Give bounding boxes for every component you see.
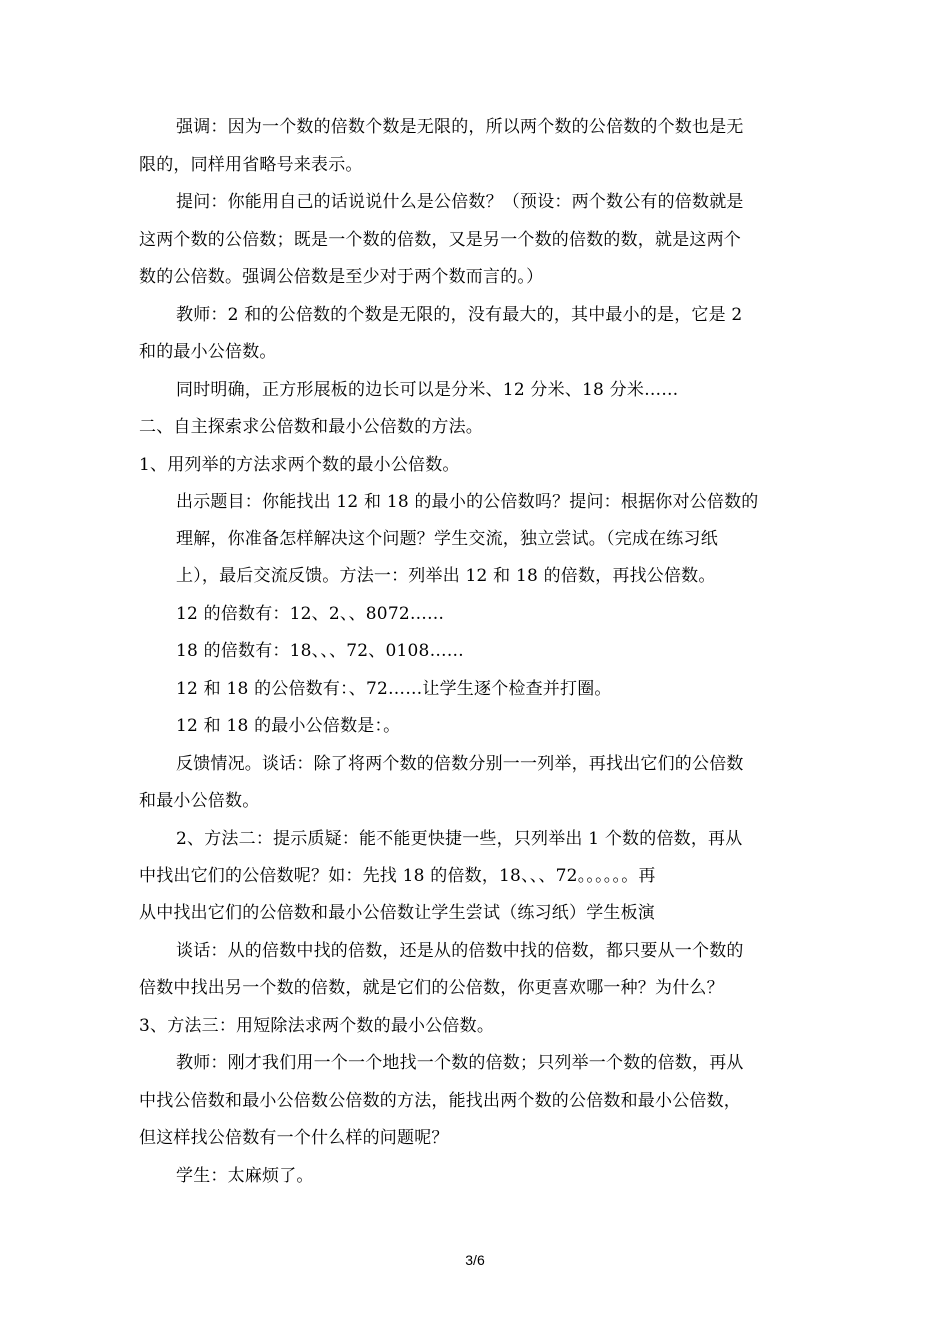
paragraph-line: 但这样找公倍数有一个什么样的问题呢？ — [139, 1128, 449, 1148]
paragraph-line: 数的公倍数。强调公倍数是至少对于两个数而言的。） — [139, 267, 544, 287]
paragraph-line: 和的最小公倍数。 — [139, 342, 277, 362]
paragraph-line: 反馈情况。谈话：除了将两个数的倍数分别一一列举，再找出它们的公倍数 — [176, 754, 744, 774]
paragraph-line: 理解，你准备怎样解决这个问题？学生交流，独立尝试。（完成在练习纸 — [176, 529, 718, 549]
paragraph-line: 谈话：从的倍数中找的倍数，还是从的倍数中找的倍数，都只要从一个数的 — [176, 941, 744, 961]
paragraph-line: 和最小公倍数。 — [139, 791, 260, 811]
paragraph-line: 强调：因为一个数的倍数个数是无限的，所以两个数的公倍数的个数也是无 — [176, 117, 744, 137]
paragraph-line: 12 和 18 的公倍数有：、72……让学生逐个检查并打圈。 — [176, 679, 612, 699]
paragraph-line: 这两个数的公倍数；既是一个数的倍数，又是另一个数的倍数的数，就是这两个 — [139, 230, 741, 250]
subsection-heading: 1、用列举的方法求两个数的最小公倍数。 — [139, 455, 460, 475]
paragraph-line: 同时明确，正方形展板的边长可以是分米、12 分米、18 分米…… — [176, 380, 679, 400]
section-heading: 二、自主探索求公倍数和最小公倍数的方法。 — [139, 417, 483, 437]
paragraph-line: 中找公倍数和最小公倍数公倍数的方法，能找出两个数的公倍数和最小公倍数， — [139, 1091, 741, 1111]
paragraph-line: 2、方法二：提示质疑：能不能更快捷一些，只列举出 1 个数的倍数，再从 — [176, 829, 743, 849]
paragraph-line: 18 的倍数有：18、、、72、0108…… — [176, 641, 464, 661]
subsection-heading: 3、方法三：用短除法求两个数的最小公倍数。 — [139, 1016, 495, 1036]
paragraph-line: 限的，同样用省略号来表示。 — [139, 155, 363, 175]
paragraph-line: 教师：刚才我们用一个一个地找一个数的倍数；只列举一个数的倍数，再从 — [176, 1053, 744, 1073]
paragraph-line: 学生：太麻烦了。 — [176, 1166, 314, 1186]
paragraph-line: 倍数中找出另一个数的倍数，就是它们的公倍数，你更喜欢哪一种？为什么？ — [139, 978, 724, 998]
paragraph-line: 教师：2 和的公倍数的个数是无限的，没有最大的，其中最小的是，它是 2 — [176, 305, 743, 325]
paragraph-line: 12 和 18 的最小公倍数是：。 — [176, 716, 401, 736]
paragraph-line: 提问：你能用自己的话说说什么是公倍数？（预设：两个数公有的倍数就是 — [176, 192, 744, 212]
paragraph-line: 出示题目：你能找出 12 和 18 的最小的公倍数吗？提问：根据你对公倍数的 — [176, 492, 759, 512]
paragraph-line: 上），最后交流反馈。方法一：列举出 12 和 18 的倍数，再找公倍数。 — [176, 566, 716, 586]
paragraph-line: 从中找出它们的公倍数和最小公倍数让学生尝试（练习纸）学生板演 — [139, 903, 655, 923]
page-number: 3/6 — [465, 1252, 485, 1268]
paragraph-line: 12 的倍数有：12、2、、8072…… — [176, 604, 445, 624]
paragraph-line: 中找出它们的公倍数呢？如：先找 18 的倍数，18、、、72。。。。。。再 — [139, 866, 656, 886]
